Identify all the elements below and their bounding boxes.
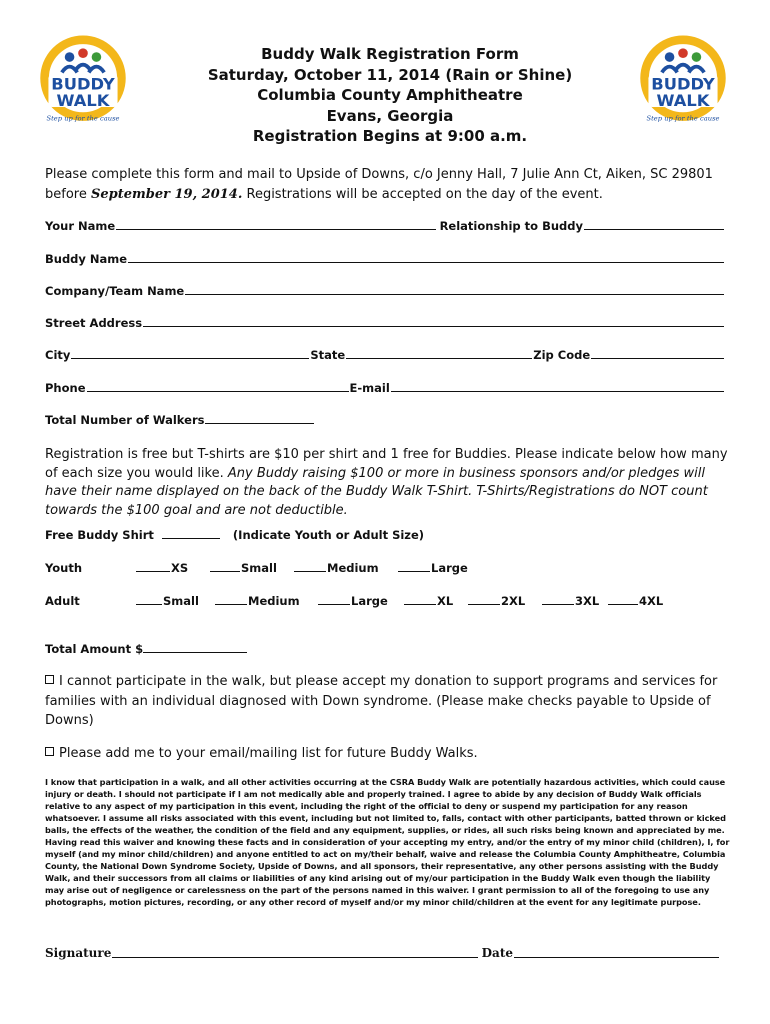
deadline-date: September 19, 2014. [90,187,243,202]
shirt-info: Registration is free but T-shirts are $10 per shirt and 1 free for Buddies. Please indicate below how many of each size you would like. Any Buddy raising $100 or more in business sponsors and/or pledges will have their name displayed on the back of the Buddy Walk T-Shirt. T-Shirts/Registrations do NOT count towards the $100 goal and are not deductible. [45,447,728,518]
adult-large: Large [318,594,388,608]
relationship-field[interactable] [584,218,724,230]
zip-field[interactable] [591,347,724,359]
buddy-name-label: Buddy Name [45,252,128,266]
zip-label: Zip Code [533,348,591,362]
signature-row [45,944,720,962]
adult-medium-field[interactable] [215,594,247,605]
youth-medium: Medium [294,561,379,575]
company-team-label: Company/Team Name [45,284,185,298]
shirt-info-italic: Any Buddy raising $100 or more in business sponsors and/or pledges will have their name displayed on the back of the Buddy Walk T-Shirt. T-Shirts/Registrations do NOT count towards the $100 goal and are not deductible. [45,465,708,518]
buddy-walk-logo [634,34,732,130]
event-date: Saturday, October 11, 2014 (Rain or Shine) [207,65,573,84]
adult-4xl: 4XL [608,594,663,608]
total-amount-field[interactable] [143,642,247,653]
form-title: Buddy Walk Registration Form [261,45,519,63]
phone-email-row [45,380,725,396]
your-name-label: Your Name [45,219,116,233]
buddy-name-row [45,251,725,267]
form-header [180,44,600,147]
adult-xl-field[interactable] [404,594,436,605]
logo-tagline: Step up for the cause [46,114,120,123]
youth-large: Large [398,561,468,575]
youth-xs-field[interactable] [136,561,170,572]
total-walkers-field[interactable] [205,412,314,424]
adult-4xl-field[interactable] [608,594,638,605]
adult-small: Small [136,594,199,608]
city-field[interactable] [71,347,309,359]
city-state-zip-row [45,347,725,363]
signature-label: Signature [45,946,112,960]
adult-2xl-field[interactable] [468,594,500,605]
event-city: Evans, Georgia [326,106,454,125]
registration-time: Registration Begins at 9:00 a.m. [252,127,528,145]
street-address-row [45,315,725,331]
event-venue: Columbia County Amphitheatre [257,86,523,104]
youth-small: Small [210,561,277,575]
youth-large-field[interactable] [398,561,430,572]
date-label: Date [481,946,513,960]
youth-small-field[interactable] [210,561,240,572]
your-name-field[interactable] [116,218,435,230]
liability-waiver: I know that participation in a walk, and all other activities occurring at the CSRA Buddy Walk are potentially hazardous activities, which could cause injury or death. I should not participate if I am not medically able and properly trained. I agree to abide by any decision of Buddy Walk officials relative to any aspect of my participation in this event, including the right of the official to deny or suspend my participation for any reason whatsoever. I assume all risks associated with this event, including but not limited to, falls, contact with other participants, batted thrown or kicked balls, the effects of the weather, the condition of the field and any equipment, supplies, or rides, all such risks being known and appreciated by me. Having read this waiver and knowing these facts and in consideration of your accepting my entry, and/or the entry of my minor child (children), I, for myself (and my minor child/children) and anyone entitled to act on my/their behalf, waive and release the Columbia County Amphitheatre, Columbia County, the National Down Syndrome Society, Upside of Downs, and all sponsors, their representative, any other persons assisting with the Buddy Walk, and their successors from all claims or liabilities of any kind arising out of my/our participation in the Buddy Walk even though the liability may arise out of negligence or carelessness on the part of the persons named in this waiver. I grant permission to all of the foregoing to use any photographs, motion pictures, recording, or any other record of myself and/or my minor child/children at the event for any legitimate purpose. [45,777,730,907]
buddy-name-field[interactable] [128,251,724,263]
donation-text: I cannot participate in the walk, but please accept my donation to support programs and services for families with an individual diagnosed with Down syndrome. (Please make checks payable to Upside of Downs) [45,674,718,728]
email-label: E-mail [349,381,390,395]
phone-field[interactable] [87,380,349,392]
free-shirt-field[interactable] [162,528,220,539]
total-amount-label: Total Amount $ [45,642,144,656]
adult-small-field[interactable] [136,594,162,605]
street-address-field[interactable] [143,315,724,327]
youth-label: Youth [45,561,83,575]
mailing-option [45,744,735,764]
adult-3xl-field[interactable] [542,594,574,605]
adult-3xl: 3XL [542,594,599,608]
logo-text-buddy: BUDDY [651,74,715,94]
adult-xl: XL [404,594,453,608]
buddy-walk-logo [34,34,132,130]
total-walkers-label: Total Number of Walkers [45,413,205,427]
youth-medium-field[interactable] [294,561,326,572]
logo-text-walk: WALK [56,91,110,111]
mailing-text: Please add me to your email/mailing list for future Buddy Walks. [59,746,478,761]
free-shirt-note: (Indicate Youth or Adult Size) [232,528,425,542]
donation-checkbox[interactable] [45,675,54,684]
mailing-instructions: Please complete this form and mail to Upside of Downs, c/o Jenny Hall, 7 Julie Ann Ct, Aiken, SC 29801 before September 19, 2014. Registrations will be accepted on the day of the event. [45,167,713,202]
company-team-field[interactable] [185,283,724,295]
free-shirt-label: Free Buddy Shirt [45,528,154,542]
donation-option [45,672,735,731]
signature-field[interactable] [112,944,477,958]
youth-xs: XS [136,561,188,575]
logo-tagline: Step up for the cause [646,114,720,123]
total-walkers-row [45,412,315,428]
relationship-label: Relationship to Buddy [439,219,583,233]
company-team-row [45,283,725,299]
street-address-label: Street Address [45,316,143,330]
date-field[interactable] [514,944,719,958]
state-label: State [310,348,346,362]
total-amount-row [45,642,248,656]
logo-text-buddy: BUDDY [51,74,115,94]
email-field[interactable] [391,380,724,392]
free-shirt-row [45,528,424,542]
mailing-checkbox[interactable] [45,747,54,756]
city-label: City [45,348,71,362]
adult-2xl: 2XL [468,594,525,608]
state-field[interactable] [346,347,532,359]
logo-text-walk: WALK [656,91,710,111]
adult-label: Adult [45,594,80,608]
adult-medium: Medium [215,594,300,608]
your-name-row [45,218,725,234]
phone-label: Phone [45,381,86,395]
adult-large-field[interactable] [318,594,350,605]
